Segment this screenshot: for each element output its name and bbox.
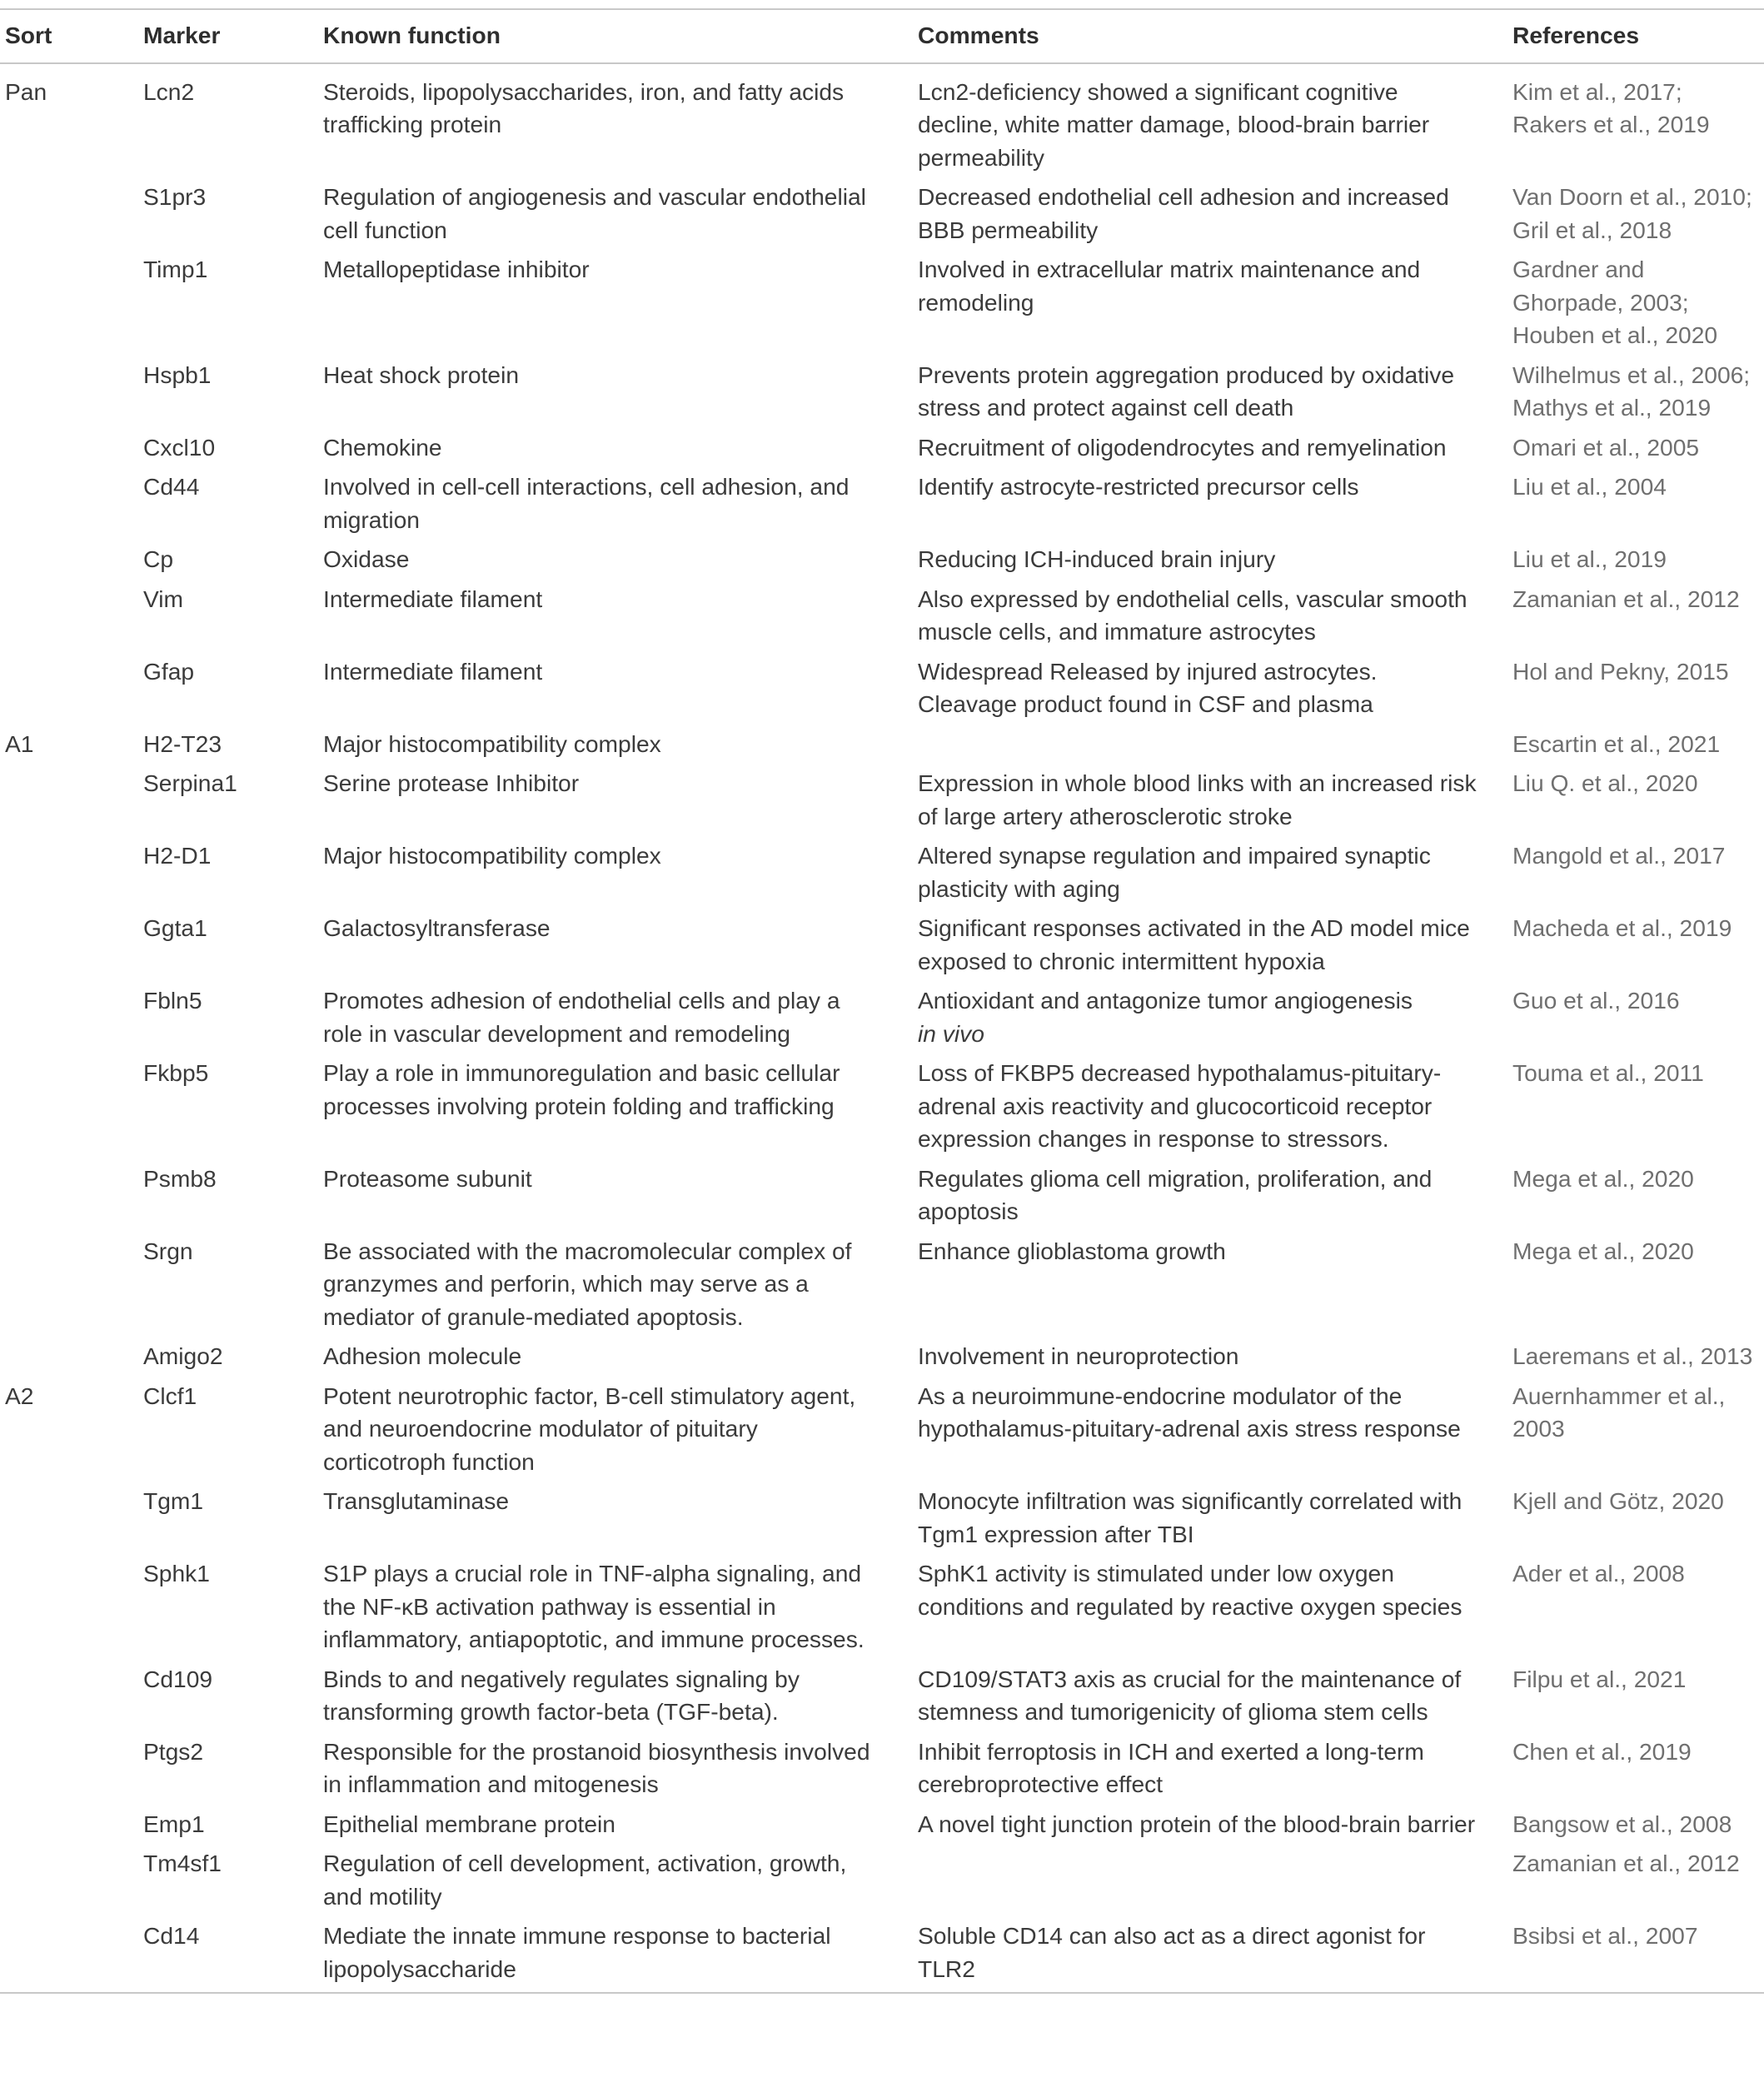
comments-text: CD109/STAT3 axis as crucial for the maintenance of stemness and tumorigenicity of glioma stem cells bbox=[918, 1665, 1462, 1725]
reference-text: Liu et al., 2004 bbox=[1512, 473, 1667, 500]
marker-cell: Cd109 bbox=[143, 1665, 213, 1692]
table-row bbox=[0, 1663, 1764, 1736]
comments-text: Prevents protein aggregation produced by oxidative stress and protect against cell death bbox=[918, 361, 1455, 421]
table-row bbox=[0, 1847, 1764, 1920]
references-cell bbox=[1512, 359, 1764, 431]
marker-cell: Timp1 bbox=[143, 256, 208, 282]
reference-text: Mangold et al., 2017 bbox=[1512, 842, 1726, 869]
comments-cell bbox=[918, 543, 1512, 583]
known-function-cell: Be associated with the macromolecular complex of granzymes and perforin, which may serve as a mediator of granule-mediated apoptosis. bbox=[323, 1237, 852, 1330]
comments-text: Regulates glioma cell migration, proliferation, and apoptosis bbox=[918, 1164, 1433, 1224]
marker-cell: Cp bbox=[143, 545, 174, 572]
comments-text: Involvement in neuroprotection bbox=[918, 1342, 1239, 1369]
comments-text: A novel tight junction protein of the blood-brain barrier bbox=[918, 1810, 1476, 1837]
comments-text: SphK1 activity is stimulated under low oxygen conditions and regulated by reactive oxygen species bbox=[918, 1560, 1463, 1620]
references-cell bbox=[1512, 1920, 1764, 1993]
comments-cell bbox=[918, 1163, 1512, 1235]
comments-cell bbox=[918, 253, 1512, 359]
comments-cell bbox=[918, 583, 1512, 655]
table-row bbox=[0, 912, 1764, 984]
comments-cell bbox=[918, 1663, 1512, 1736]
comments-text: Significant responses activated in the AD model mice exposed to chronic intermittent hypoxia bbox=[918, 914, 1470, 974]
references-cell bbox=[1512, 1663, 1764, 1736]
reference-text: Filpu et al., 2021 bbox=[1512, 1665, 1687, 1692]
comments-cell bbox=[918, 655, 1512, 728]
comments-italic-text: in vivo bbox=[918, 1019, 984, 1047]
table-row bbox=[0, 471, 1764, 543]
comments-text: Lcn2-deficiency showed a significant cognitive decline, white matter damage, blood-brain barrier permeability bbox=[918, 77, 1430, 171]
table-row bbox=[0, 543, 1764, 583]
marker-cell: H2-D1 bbox=[143, 842, 212, 869]
sort-cell bbox=[0, 767, 143, 839]
sort-cell bbox=[0, 984, 143, 1057]
comments-text: Also expressed by endothelial cells, vascular smooth muscle cells, and immature astrocytes bbox=[918, 585, 1468, 645]
known-function-cell: Responsible for the prostanoid biosynthesis involved in inflammation and mitogenesis bbox=[323, 1737, 870, 1797]
reference-text: Guo et al., 2016 bbox=[1512, 987, 1680, 1014]
sort-cell bbox=[0, 1736, 143, 1808]
comments-cell bbox=[918, 1847, 1512, 1920]
known-function-cell: Play a role in immunoregulation and basic cellular processes involving protein folding and trafficking bbox=[323, 1059, 840, 1119]
table-row bbox=[0, 1340, 1764, 1380]
references-cell bbox=[1512, 583, 1764, 655]
known-function-cell: Potent neurotrophic factor, B-cell stimulatory agent, and neuroendocrine modulator of pituitary corticotroph function bbox=[323, 1382, 856, 1475]
known-function-cell: Oxidase bbox=[323, 545, 410, 572]
known-function-cell: Metallopeptidase inhibitor bbox=[323, 256, 590, 282]
reference-text: Zamanian et al., 2012 bbox=[1512, 585, 1740, 612]
references-cell bbox=[1512, 1847, 1764, 1920]
header-references: References bbox=[1512, 22, 1639, 48]
sort-cell bbox=[0, 1485, 143, 1557]
marker-cell: Srgn bbox=[143, 1237, 193, 1264]
comments-text: Widespread Released by injured astrocytes. Cleavage product found in CSF and plasma bbox=[918, 657, 1378, 717]
sort-cell: A2 bbox=[5, 1382, 34, 1409]
sort-cell bbox=[0, 181, 143, 253]
sort-cell bbox=[0, 1557, 143, 1663]
table-row bbox=[0, 1235, 1764, 1341]
sort-cell bbox=[0, 253, 143, 359]
reference-text: Zamanian et al., 2012 bbox=[1512, 1850, 1740, 1876]
references-cell bbox=[1512, 1235, 1764, 1341]
table-row bbox=[0, 1808, 1764, 1848]
references-cell bbox=[1512, 984, 1764, 1057]
marker-cell: Cxcl10 bbox=[143, 433, 216, 461]
table-row bbox=[0, 431, 1764, 471]
comments-text: Altered synapse regulation and impaired synaptic plasticity with aging bbox=[918, 842, 1431, 902]
references-cell bbox=[1512, 181, 1764, 253]
comments-text: Recruitment of oligodendrocytes and remyelination bbox=[918, 433, 1447, 461]
sort-cell bbox=[0, 1920, 143, 1993]
references-cell bbox=[1512, 1380, 1764, 1486]
known-function-cell: Promotes adhesion of endothelial cells and play a role in vascular development and remodeling bbox=[323, 987, 840, 1047]
comments-text: Involved in extracellular matrix maintenance and remodeling bbox=[918, 256, 1421, 316]
comments-text: Loss of FKBP5 decreased hypothalamus-pituitary-adrenal axis reactivity and glucocorticoid receptor expression changes in response to stressors. bbox=[918, 1059, 1442, 1152]
marker-cell: Sphk1 bbox=[143, 1560, 210, 1586]
table-row bbox=[0, 1380, 1764, 1486]
references-cell bbox=[1512, 1057, 1764, 1163]
table-row bbox=[0, 63, 1764, 182]
reference-text: Liu et al., 2019 bbox=[1512, 545, 1667, 572]
comments-cell bbox=[918, 1485, 1512, 1557]
marker-cell: Fbln5 bbox=[143, 987, 202, 1014]
comments-cell bbox=[918, 1235, 1512, 1341]
references-cell bbox=[1512, 1808, 1764, 1848]
comments-cell bbox=[918, 471, 1512, 543]
sort-cell bbox=[0, 471, 143, 543]
marker-cell: Lcn2 bbox=[143, 77, 195, 105]
sort-cell: Pan bbox=[5, 77, 47, 105]
header-marker: Marker bbox=[143, 22, 221, 48]
marker-cell: Amigo2 bbox=[143, 1342, 223, 1369]
references-cell bbox=[1512, 767, 1764, 839]
sort-cell bbox=[0, 1235, 143, 1341]
table-row bbox=[0, 655, 1764, 728]
reference-text: Mega et al., 2020 bbox=[1512, 1237, 1694, 1264]
known-function-cell: Major histocompatibility complex bbox=[323, 730, 661, 757]
table-row bbox=[0, 728, 1764, 768]
reference-text: Laeremans et al., 2013 bbox=[1512, 1342, 1753, 1369]
reference-text: Auernhammer et al., 2003 bbox=[1512, 1382, 1726, 1442]
references-cell bbox=[1512, 1163, 1764, 1235]
reference-text: Omari et al., 2005 bbox=[1512, 433, 1700, 461]
marker-table bbox=[0, 8, 1764, 1994]
references-cell bbox=[1512, 1736, 1764, 1808]
known-function-cell: Intermediate filament bbox=[323, 585, 543, 612]
reference-text: Kjell and Götz, 2020 bbox=[1512, 1487, 1724, 1514]
comments-cell bbox=[918, 431, 1512, 471]
known-function-cell: Galactosyltransferase bbox=[323, 914, 551, 941]
references-cell bbox=[1512, 912, 1764, 984]
reference-text: Houben et al., 2020 bbox=[1512, 321, 1718, 348]
reference-text: Hol and Pekny, 2015 bbox=[1512, 657, 1729, 685]
reference-text: Ader et al., 2008 bbox=[1512, 1560, 1685, 1586]
sort-cell bbox=[0, 1847, 143, 1920]
comments-cell bbox=[918, 1380, 1512, 1486]
references-cell bbox=[1512, 1340, 1764, 1380]
marker-cell: Ggta1 bbox=[143, 914, 207, 941]
marker-cell: Fkbp5 bbox=[143, 1059, 209, 1086]
marker-cell: Clcf1 bbox=[143, 1382, 197, 1409]
comments-cell bbox=[918, 1808, 1512, 1848]
reference-text: Mega et al., 2020 bbox=[1512, 1164, 1694, 1192]
references-cell bbox=[1512, 63, 1764, 182]
marker-cell: Vim bbox=[143, 585, 184, 612]
known-function-cell: Major histocompatibility complex bbox=[323, 842, 661, 869]
comments-text: Reducing ICH-induced brain injury bbox=[918, 545, 1276, 572]
table-row bbox=[0, 253, 1764, 359]
marker-cell: Tm4sf1 bbox=[143, 1850, 222, 1876]
comments-cell bbox=[918, 1340, 1512, 1380]
references-cell bbox=[1512, 431, 1764, 471]
comments-text: Identify astrocyte-restricted precursor cells bbox=[918, 473, 1359, 500]
table-row bbox=[0, 359, 1764, 431]
reference-text: Gardner and Ghorpade, 2003; bbox=[1512, 256, 1689, 316]
comments-cell bbox=[918, 839, 1512, 912]
known-function-cell: Binds to and negatively regulates signaling by transforming growth factor-beta (TGF-beta). bbox=[323, 1665, 800, 1725]
sort-cell bbox=[0, 655, 143, 728]
known-function-cell: Transglutaminase bbox=[323, 1487, 509, 1514]
marker-cell: Cd14 bbox=[143, 1922, 200, 1949]
comments-text: As a neuroimmune-endocrine modulator of the hypothalamus-pituitary-adrenal axis stress response bbox=[918, 1382, 1461, 1442]
marker-cell: Emp1 bbox=[143, 1810, 205, 1837]
reference-text: Mathys et al., 2019 bbox=[1512, 394, 1712, 421]
comments-cell bbox=[918, 63, 1512, 182]
references-cell bbox=[1512, 728, 1764, 768]
reference-text: Rakers et al., 2019 bbox=[1512, 111, 1710, 137]
comments-text: Expression in whole blood links with an increased risk of large artery atherosclerotic stroke bbox=[918, 770, 1477, 829]
reference-text: Escartin et al., 2021 bbox=[1512, 730, 1721, 757]
marker-cell: S1pr3 bbox=[143, 183, 207, 210]
references-cell bbox=[1512, 471, 1764, 543]
sort-cell bbox=[0, 1163, 143, 1235]
comments-text: Decreased endothelial cell adhesion and increased BBB permeability bbox=[918, 183, 1449, 243]
known-function-cell: S1P plays a crucial role in TNF-alpha signaling, and the NF-κB activation pathway is essential in inflammatory, antiapoptotic, and immune processes. bbox=[323, 1560, 865, 1652]
reference-text: Wilhelmus et al., 2006; bbox=[1512, 361, 1751, 388]
comments-cell bbox=[918, 1736, 1512, 1808]
known-function-cell: Heat shock protein bbox=[323, 361, 520, 388]
table-row bbox=[0, 1557, 1764, 1663]
comments-cell bbox=[918, 1557, 1512, 1663]
sort-cell bbox=[0, 543, 143, 583]
reference-text: Van Doorn et al., 2010; bbox=[1512, 183, 1752, 210]
known-function-cell: Steroids, lipopolysaccharides, iron, and fatty acids trafficking protein bbox=[323, 77, 845, 137]
comments-cell bbox=[918, 912, 1512, 984]
table-row bbox=[0, 839, 1764, 912]
reference-text: Liu Q. et al., 2020 bbox=[1512, 770, 1698, 796]
comments-text: Monocyte infiltration was significantly correlated with Tgm1 expression after TBI bbox=[918, 1487, 1463, 1547]
comments-text: Enhance glioblastoma growth bbox=[918, 1237, 1226, 1264]
sort-cell bbox=[0, 912, 143, 984]
marker-cell: Ptgs2 bbox=[143, 1737, 204, 1765]
sort-cell bbox=[0, 583, 143, 655]
header-sort: Sort bbox=[5, 22, 52, 48]
reference-text: Gril et al., 2018 bbox=[1512, 216, 1672, 243]
references-cell bbox=[1512, 1557, 1764, 1663]
table-row bbox=[0, 1057, 1764, 1163]
sort-cell bbox=[0, 359, 143, 431]
references-cell bbox=[1512, 839, 1764, 912]
references-cell bbox=[1512, 253, 1764, 359]
references-cell bbox=[1512, 543, 1764, 583]
known-function-cell: Adhesion molecule bbox=[323, 1342, 522, 1369]
comments-cell bbox=[918, 767, 1512, 839]
comments-cell bbox=[918, 181, 1512, 253]
sort-cell: A1 bbox=[5, 730, 34, 757]
table-row bbox=[0, 181, 1764, 253]
known-function-cell: Chemokine bbox=[323, 433, 442, 461]
references-cell bbox=[1512, 655, 1764, 728]
marker-cell: H2-T23 bbox=[143, 730, 222, 757]
table-row bbox=[0, 583, 1764, 655]
sort-cell bbox=[0, 1808, 143, 1848]
table-row bbox=[0, 1163, 1764, 1235]
comments-cell bbox=[918, 1920, 1512, 1993]
marker-cell: Psmb8 bbox=[143, 1164, 217, 1192]
known-function-cell: Epithelial membrane protein bbox=[323, 1810, 615, 1837]
known-function-cell: Mediate the innate immune response to bacterial lipopolysaccharide bbox=[323, 1922, 831, 1982]
reference-text: Kim et al., 2017; bbox=[1512, 77, 1682, 105]
table-header-row bbox=[0, 9, 1764, 63]
reference-text: Chen et al., 2019 bbox=[1512, 1737, 1692, 1765]
reference-text: Touma et al., 2011 bbox=[1512, 1059, 1704, 1086]
table-row bbox=[0, 1920, 1764, 1993]
table-row bbox=[0, 767, 1764, 839]
comments-cell bbox=[918, 1057, 1512, 1163]
known-function-cell: Intermediate filament bbox=[323, 657, 543, 685]
comments-text: Antioxidant and antagonize tumor angiogenesis bbox=[918, 987, 1413, 1014]
sort-cell bbox=[0, 1663, 143, 1736]
reference-text: Macheda et al., 2019 bbox=[1512, 914, 1732, 941]
comments-text: Inhibit ferroptosis in ICH and exerted a long-term cerebroprotective effect bbox=[918, 1737, 1424, 1797]
sort-cell bbox=[0, 1057, 143, 1163]
known-function-cell: Involved in cell-cell interactions, cell adhesion, and migration bbox=[323, 473, 850, 533]
table-row bbox=[0, 1736, 1764, 1808]
known-function-cell: Regulation of angiogenesis and vascular endothelial cell function bbox=[323, 183, 866, 243]
table-row bbox=[0, 1485, 1764, 1557]
marker-cell: Gfap bbox=[143, 657, 195, 685]
comments-cell bbox=[918, 359, 1512, 431]
comments-cell bbox=[918, 728, 1512, 768]
marker-cell: Serpina1 bbox=[143, 770, 237, 796]
comments-cell bbox=[918, 984, 1512, 1057]
sort-cell bbox=[0, 431, 143, 471]
marker-cell: Tgm1 bbox=[143, 1487, 204, 1514]
header-comments: Comments bbox=[918, 22, 1039, 48]
marker-cell: Hspb1 bbox=[143, 361, 212, 388]
reference-text: Bsibsi et al., 2007 bbox=[1512, 1922, 1698, 1949]
table-body bbox=[0, 63, 1764, 1994]
marker-cell: Cd44 bbox=[143, 473, 200, 500]
reference-text: Bangsow et al., 2008 bbox=[1512, 1810, 1732, 1837]
known-function-cell: Regulation of cell development, activation, growth, and motility bbox=[323, 1850, 847, 1910]
known-function-cell: Proteasome subunit bbox=[323, 1164, 532, 1192]
table-row bbox=[0, 984, 1764, 1057]
known-function-cell: Serine protease Inhibitor bbox=[323, 770, 580, 796]
comments-text: Soluble CD14 can also act as a direct agonist for TLR2 bbox=[918, 1922, 1426, 1982]
sort-cell bbox=[0, 839, 143, 912]
references-cell bbox=[1512, 1485, 1764, 1557]
sort-cell bbox=[0, 1340, 143, 1380]
header-known-function: Known function bbox=[323, 22, 501, 48]
